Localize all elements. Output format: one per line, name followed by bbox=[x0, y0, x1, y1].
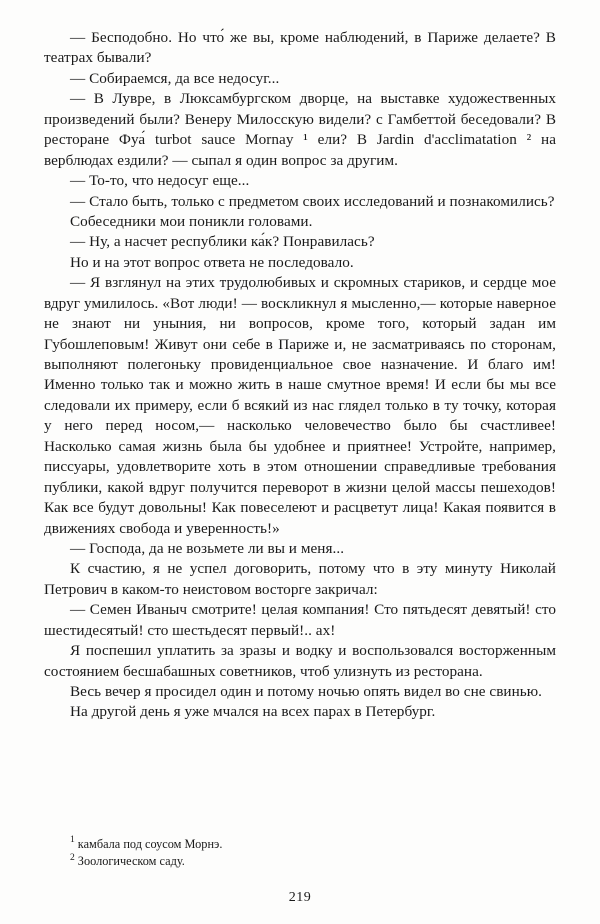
footnote-item bbox=[44, 853, 556, 869]
page-number: 219 bbox=[288, 890, 312, 905]
paragraph: Я поспешил уплатить за зразы и водку и воспользовался восторженным состоянием бесшабашных советников, чтоб улизнуть из ресторана. bbox=[44, 642, 556, 680]
footnote-text: Зоологическом саду. bbox=[77, 853, 185, 868]
paragraph: Весь вечер я просидел один и потому ночью опять видел во сне свинью. bbox=[70, 683, 542, 700]
paragraph: — В Лувре, в Люксамбургском дворце, на выставке художественных произведений были? Венеру Милосскую видели? с Гамбеттой беседовали? В ресторане Фуа́ turbot sauce Mornay ¹ ели? В Jardin d'acclimatation ² на верблюдах ездили? — сыпал я один вопрос за другим. bbox=[44, 90, 556, 169]
paragraph: — Собираемся, да все недосуг... bbox=[70, 69, 280, 87]
paragraph: — Стало быть, только с предметом своих исследований и познакомились? bbox=[70, 192, 555, 210]
paragraph: — То-то, что недосуг еще... bbox=[70, 172, 250, 190]
paragraph: Собеседники мои поникли головами. bbox=[70, 212, 313, 230]
footnote-item bbox=[44, 836, 556, 852]
paragraph: — Господа, да не возьмете ли вы и меня... bbox=[70, 539, 345, 557]
footnote-number: 2 bbox=[70, 851, 75, 863]
paragraph: К счастию, я не успел договорить, потому что в эту минуту Николай Петрович в каком-то неистовом восторге закричал: bbox=[44, 560, 556, 598]
paragraph: Но и на этот вопрос ответа не последовало. bbox=[70, 253, 354, 271]
footnote-text: камбала под соусом Морнэ. bbox=[77, 836, 223, 851]
footnote-number: 1 bbox=[70, 834, 75, 846]
paragraph: — Семен Иваныч смотрите! целая компания! Сто пятьдесят девятый! сто шестидесятый! сто шестьдесят первый!.. ах! bbox=[44, 601, 556, 639]
paragraph: На другой день я уже мчался на всех парах в Петербург. bbox=[70, 703, 436, 721]
paragraph: — Я взглянул на этих трудолюбивых и скромных стариков, и сердце мое вдруг умилилось. «Вот люди! — воскликнул я мысленно,— которые наверное не знают ни уныния, ни вопросов, кроме того, который задан им Губошлеповым! Живут они себе в Париже и, не засматриваясь по сторонам, выполняют полегоньку провиденциальное свое назначение. И благо им! Именно только так и можно жить в наше смутное время! И если бы мы все следовали их примеру, если б всякий из нас глядел только в ту точку, которая у него перед носом,— насколько человечество было бы счастливее! Насколько самая жизнь была бы удобнее и приятнее! Устройте, например, писсуары, удовлетворите хоть в этом отношении справедливые требования публики, какой вдруг получится переворот в жизни целой массы пешеходов! Как все будут довольны! Как повеселеют и расцветут лица! Какая появится в движениях свобода и уверенность!» bbox=[44, 274, 556, 537]
footnote-block bbox=[44, 836, 556, 870]
paragraph: — Ну, а насчет республики ка́к? Понравилась? bbox=[70, 233, 375, 251]
page-body bbox=[44, 28, 556, 723]
paragraph: — Бесподобно. Но что́ же вы, кроме наблюдений, в Париже делаете? В театрах бывали? bbox=[44, 29, 556, 67]
